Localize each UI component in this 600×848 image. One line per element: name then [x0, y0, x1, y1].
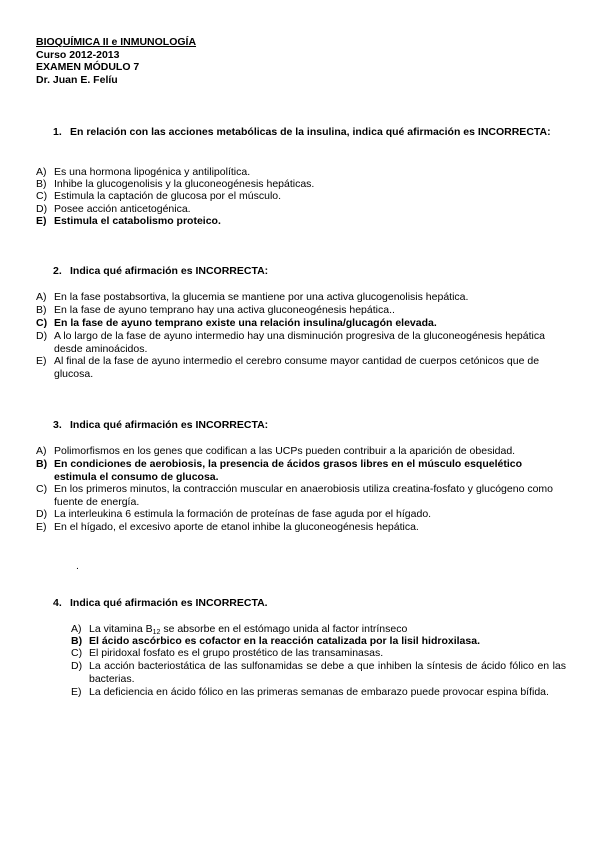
option-letter: D)	[36, 203, 48, 215]
option-text: En la fase de ayuno temprano existe una relación insulina/glucagón elevada.	[54, 317, 437, 329]
option-letter: A)	[71, 623, 82, 635]
option-text: La deficiencia en ácido fólico en las primeras semanas de embarazo puede provocar espina bífida.	[89, 686, 549, 698]
option-text: La acción bacteriostática de las sulfonamidas se debe a que inhiben la síntesis de ácido fólico en las bacterias.	[89, 660, 566, 685]
option-letter: D)	[36, 508, 48, 520]
option-text: Posee acción anticetogénica.	[54, 203, 191, 215]
author-name: Dr. Juan E. Felíu	[36, 73, 118, 86]
option-letter: C)	[71, 647, 83, 659]
question-number: 4.	[53, 597, 62, 609]
option-letter: C)	[36, 317, 48, 329]
question-text: Indica qué afirmación es INCORRECTA:	[70, 265, 269, 277]
option-text: Estimula la captación de glucosa por el músculo.	[54, 190, 282, 202]
option-text: Al final de la fase de ayuno intermedio el cerebro consume mayor cantidad de cuerpos cetónicos que de glucosa.	[54, 355, 540, 380]
option-letter: B)	[36, 178, 47, 190]
option-letter: A)	[36, 445, 47, 457]
option-letter: B)	[36, 304, 47, 316]
option-text: Estimula el catabolismo proteico.	[54, 215, 221, 227]
option-letter: C)	[36, 483, 48, 495]
option-text: En condiciones de aerobiosis, la presencia de ácidos grasos libres en el músculo esquelético estimula el consumo de glucosa.	[54, 458, 522, 483]
stray-mark: .	[76, 560, 79, 572]
option-letter: D)	[71, 660, 83, 672]
option-text: En el hígado, el excesivo aporte de etanol inhibe la gluconeogénesis hepática.	[54, 521, 419, 533]
question-text: En relación con las acciones metabólicas de la insulina, indica qué afirmación es INCORRECTA:	[70, 126, 551, 138]
option-text: En la fase de ayuno temprano hay una activa gluconeogénesis hepática..	[54, 304, 395, 316]
question-number: 3.	[53, 419, 62, 431]
option-text: En los primeros minutos, la contracción muscular en anaerobiosis utiliza creatina-fosfato y glucógeno como fuente de energía.	[54, 483, 553, 508]
subscript: 12	[152, 629, 161, 636]
option-text: Inhibe la glucogenolisis y la gluconeogénesis hepáticas.	[54, 178, 315, 190]
option-letter: A)	[36, 291, 47, 303]
question-number: 1.	[53, 126, 62, 138]
option-letter: B)	[36, 458, 48, 470]
option-text: La interleukina 6 estimula la formación de proteínas de fase aguda por el hígado.	[54, 508, 432, 520]
option-text: El piridoxal fosfato es el grupo prostético de las transaminasas.	[89, 647, 384, 659]
option-text: En la fase postabsortiva, la glucemia se mantiene por una activa glucogenolisis hepática.	[54, 291, 469, 303]
option-text: Es una hormona lipogénica y antilipolítica.	[54, 166, 251, 178]
option-letter: D)	[36, 330, 48, 342]
option-letter: C)	[36, 190, 48, 202]
question-1	[53, 126, 565, 152]
option-letter: E)	[36, 355, 47, 367]
option-letter: E)	[36, 521, 47, 533]
question-text: Indica qué afirmación es INCORRECTA:	[70, 419, 269, 431]
course-year: Curso 2012-2013	[36, 48, 120, 61]
option-letter: E)	[71, 686, 82, 698]
option-text: A lo largo de la fase de ayuno intermedio hay una disminución progresiva de la gluconeogénesis hepática desde aminoácidos.	[54, 330, 545, 355]
exam-header	[36, 36, 196, 86]
option-text: La vitamina $B_{12}$ se absorbe en el estómago unida al factor intrínseco	[89, 623, 408, 636]
option-text: El ácido ascórbico es cofactor en la reacción catalizada por la lisil hidroxilasa.	[89, 635, 480, 647]
subject-title: BIOQUÍMICA II e INMUNOLOGÍA	[36, 36, 197, 48]
option-letter: A)	[36, 166, 47, 178]
question-number: 2.	[53, 265, 62, 277]
question-text: Indica qué afirmación es INCORRECTA.	[70, 597, 268, 609]
exam-module: EXAMEN MÓDULO 7	[36, 61, 140, 73]
option-letter: B)	[71, 635, 83, 647]
option-text: Polimorfismos en los genes que codifican a las UCPs pueden contribuir a la aparición de obesidad.	[54, 445, 516, 457]
option-letter: E)	[36, 215, 47, 227]
